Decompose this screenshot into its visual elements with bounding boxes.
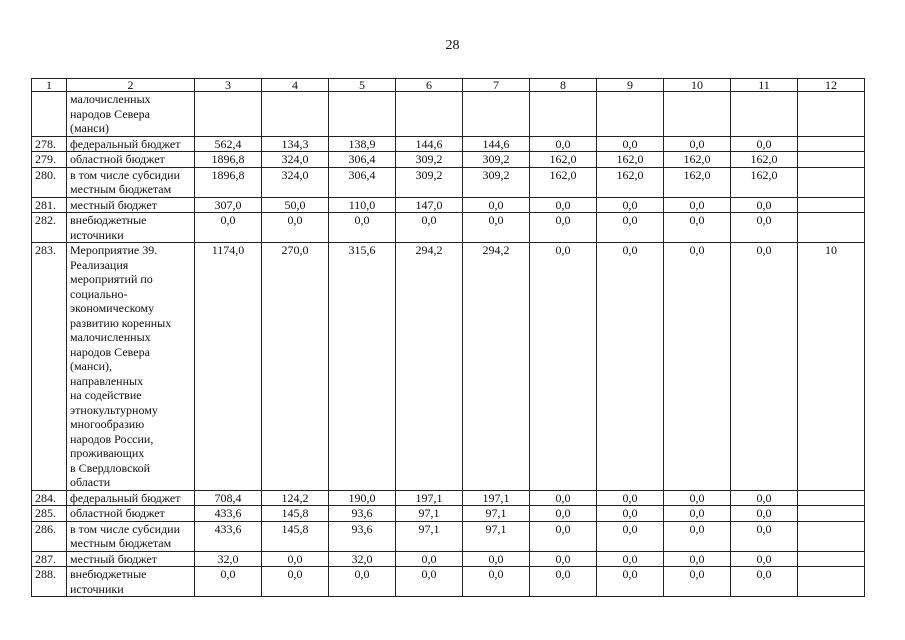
value-cell: 0,0 [731, 136, 798, 152]
value-cell: 145,8 [262, 506, 329, 522]
column-header: 12 [798, 79, 865, 92]
value-cell: 309,2 [463, 152, 530, 168]
value-cell: 0,0 [597, 197, 664, 213]
value-cell: 1174,0 [195, 243, 262, 491]
column-header: 4 [262, 79, 329, 92]
column-header: 3 [195, 79, 262, 92]
column-header: 6 [396, 79, 463, 92]
value-cell: 0,0 [463, 197, 530, 213]
column-header: 7 [463, 79, 530, 92]
table-row [32, 167, 865, 197]
row-number: 279. [32, 152, 67, 168]
value-cell [798, 567, 865, 597]
row-name: местный бюджет [67, 197, 195, 213]
value-cell: 0,0 [664, 213, 731, 243]
value-cell: 270,0 [262, 243, 329, 491]
column-header: 10 [664, 79, 731, 92]
value-cell: 0,0 [530, 567, 597, 597]
value-cell: 1896,8 [195, 152, 262, 168]
value-cell: 708,4 [195, 490, 262, 506]
value-cell: 162,0 [731, 167, 798, 197]
column-header: 5 [329, 79, 396, 92]
table-row [32, 551, 865, 567]
value-cell: 0,0 [597, 490, 664, 506]
value-cell: 0,0 [262, 551, 329, 567]
column-header: 2 [67, 79, 195, 92]
value-cell [798, 213, 865, 243]
value-cell [798, 197, 865, 213]
table-row [32, 521, 865, 551]
table-row [32, 152, 865, 168]
value-cell: 0,0 [597, 136, 664, 152]
value-cell: 162,0 [597, 167, 664, 197]
row-number: 282. [32, 213, 67, 243]
value-cell: 0,0 [664, 243, 731, 491]
value-cell [798, 136, 865, 152]
value-cell [798, 551, 865, 567]
value-cell: 315,6 [329, 243, 396, 491]
value-cell [798, 521, 865, 551]
value-cell: 0,0 [262, 213, 329, 243]
value-cell [597, 92, 664, 137]
value-cell: 0,0 [597, 521, 664, 551]
value-cell: 0,0 [463, 567, 530, 597]
table-row [32, 213, 865, 243]
value-cell: 162,0 [731, 152, 798, 168]
column-header: 9 [597, 79, 664, 92]
value-cell: 97,1 [463, 506, 530, 522]
value-cell: 0,0 [262, 567, 329, 597]
row-name: областной бюджет [67, 506, 195, 522]
value-cell: 562,4 [195, 136, 262, 152]
value-cell [396, 92, 463, 137]
value-cell: 0,0 [731, 490, 798, 506]
value-cell: 138,9 [329, 136, 396, 152]
value-cell: 144,6 [396, 136, 463, 152]
page-number: 28 [445, 38, 460, 53]
value-cell: 145,8 [262, 521, 329, 551]
value-cell: 0,0 [396, 213, 463, 243]
value-cell: 0,0 [731, 521, 798, 551]
table-header-row [32, 79, 865, 92]
row-name: внебюджетные источники [67, 567, 195, 597]
column-header: 8 [530, 79, 597, 92]
value-cell: 0,0 [664, 506, 731, 522]
row-name: малочисленных народов Севера (манси) [67, 92, 195, 137]
value-cell: 0,0 [329, 567, 396, 597]
value-cell: 97,1 [396, 506, 463, 522]
value-cell: 162,0 [664, 152, 731, 168]
value-cell: 0,0 [597, 506, 664, 522]
value-cell: 306,4 [329, 152, 396, 168]
value-cell: 0,0 [463, 213, 530, 243]
value-cell: 0,0 [664, 521, 731, 551]
value-cell [463, 92, 530, 137]
table-row [32, 490, 865, 506]
table-row [32, 567, 865, 597]
row-number: 281. [32, 197, 67, 213]
value-cell [195, 92, 262, 137]
value-cell: 309,2 [396, 152, 463, 168]
value-cell: 0,0 [731, 567, 798, 597]
row-number: 288. [32, 567, 67, 597]
value-cell: 144,6 [463, 136, 530, 152]
value-cell [798, 490, 865, 506]
row-number: 286. [32, 521, 67, 551]
value-cell: 0,0 [597, 213, 664, 243]
value-cell: 147,0 [396, 197, 463, 213]
row-name: Мероприятие 39. Реализация мероприятий по социально- экономическому развитию коренных малочисленных народов Севера (манси), направленных на содействие этнокультурному многообразию народов России, проживающих в Свердловской области [67, 243, 195, 491]
value-cell: 197,1 [396, 490, 463, 506]
value-cell: 1896,8 [195, 167, 262, 197]
value-cell [262, 92, 329, 137]
value-cell: 97,1 [396, 521, 463, 551]
table-row [32, 197, 865, 213]
value-cell: 306,4 [329, 167, 396, 197]
value-cell: 294,2 [463, 243, 530, 491]
value-cell: 0,0 [731, 506, 798, 522]
table-body [32, 79, 865, 597]
value-cell: 0,0 [530, 136, 597, 152]
value-cell: 0,0 [597, 567, 664, 597]
value-cell [798, 167, 865, 197]
value-cell: 0,0 [530, 213, 597, 243]
value-cell [798, 506, 865, 522]
row-number [32, 92, 67, 137]
value-cell: 93,6 [329, 506, 396, 522]
value-cell: 0,0 [195, 567, 262, 597]
value-cell: 162,0 [530, 152, 597, 168]
value-cell: 307,0 [195, 197, 262, 213]
value-cell: 124,2 [262, 490, 329, 506]
value-cell: 10 [798, 243, 865, 491]
value-cell: 0,0 [664, 136, 731, 152]
value-cell: 0,0 [329, 213, 396, 243]
value-cell: 97,1 [463, 521, 530, 551]
value-cell: 32,0 [195, 551, 262, 567]
value-cell: 134,3 [262, 136, 329, 152]
row-number: 283. [32, 243, 67, 491]
value-cell: 433,6 [195, 521, 262, 551]
row-name: федеральный бюджет [67, 136, 195, 152]
value-cell: 294,2 [396, 243, 463, 491]
value-cell: 93,6 [329, 521, 396, 551]
row-name: в том числе субсидии местным бюджетам [67, 167, 195, 197]
value-cell: 162,0 [530, 167, 597, 197]
value-cell: 309,2 [396, 167, 463, 197]
row-number: 287. [32, 551, 67, 567]
value-cell: 324,0 [262, 152, 329, 168]
value-cell: 162,0 [597, 152, 664, 168]
value-cell: 0,0 [597, 551, 664, 567]
row-number: 278. [32, 136, 67, 152]
row-name: местный бюджет [67, 551, 195, 567]
value-cell: 0,0 [396, 567, 463, 597]
value-cell: 50,0 [262, 197, 329, 213]
value-cell: 0,0 [530, 490, 597, 506]
row-number: 280. [32, 167, 67, 197]
value-cell: 32,0 [329, 551, 396, 567]
table-row [32, 136, 865, 152]
value-cell: 197,1 [463, 490, 530, 506]
value-cell: 0,0 [195, 213, 262, 243]
value-cell [664, 92, 731, 137]
table-row [32, 92, 865, 137]
value-cell: 0,0 [530, 521, 597, 551]
value-cell: 190,0 [329, 490, 396, 506]
value-cell: 0,0 [463, 551, 530, 567]
value-cell: 0,0 [664, 551, 731, 567]
value-cell: 433,6 [195, 506, 262, 522]
row-name: в том числе субсидии местным бюджетам [67, 521, 195, 551]
value-cell: 162,0 [664, 167, 731, 197]
value-cell [530, 92, 597, 137]
value-cell: 0,0 [664, 490, 731, 506]
row-number: 284. [32, 490, 67, 506]
table-row [32, 243, 865, 491]
value-cell: 0,0 [530, 197, 597, 213]
value-cell: 0,0 [731, 197, 798, 213]
value-cell: 110,0 [329, 197, 396, 213]
value-cell: 0,0 [664, 567, 731, 597]
row-name: внебюджетные источники [67, 213, 195, 243]
value-cell: 309,2 [463, 167, 530, 197]
value-cell: 0,0 [731, 213, 798, 243]
row-name: федеральный бюджет [67, 490, 195, 506]
row-name: областной бюджет [67, 152, 195, 168]
value-cell: 0,0 [731, 551, 798, 567]
value-cell: 0,0 [530, 506, 597, 522]
row-number: 285. [32, 506, 67, 522]
value-cell: 0,0 [530, 243, 597, 491]
value-cell: 324,0 [262, 167, 329, 197]
value-cell [329, 92, 396, 137]
column-header: 1 [32, 79, 67, 92]
value-cell [798, 92, 865, 137]
value-cell: 0,0 [530, 551, 597, 567]
value-cell: 0,0 [664, 197, 731, 213]
budget-table [31, 78, 865, 597]
value-cell [731, 92, 798, 137]
value-cell: 0,0 [731, 243, 798, 491]
table-row [32, 506, 865, 522]
value-cell [798, 152, 865, 168]
column-header: 11 [731, 79, 798, 92]
value-cell: 0,0 [597, 243, 664, 491]
value-cell: 0,0 [396, 551, 463, 567]
